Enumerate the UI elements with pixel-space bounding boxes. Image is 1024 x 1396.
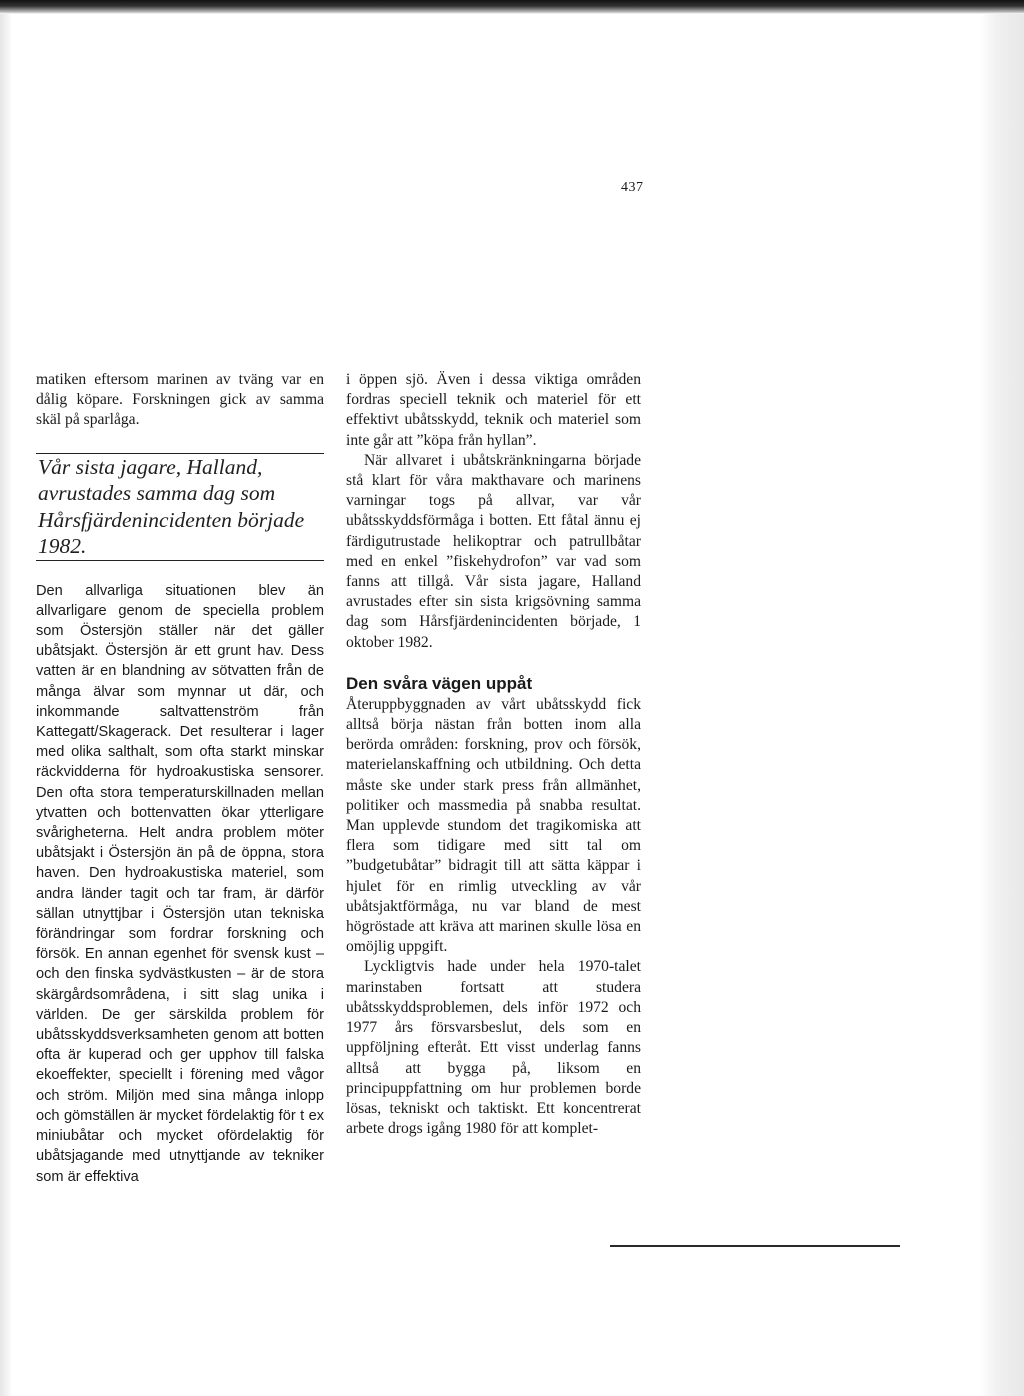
- body-paragraph: i öppen sjö. Även i dessa viktiga områden fordras speciell teknik och materiel för ett effektivt ubåtsskydd, teknik och materiel som inte går att ”köpa från hyllan”.: [346, 371, 641, 449]
- scan-bottom-rule: [610, 1245, 900, 1247]
- left-column: [36, 370, 324, 1187]
- body-paragraph: Återuppbyggnaden av vårt ubåtsskydd fick alltså börja nästan från botten inom alla berörda områden: forskning, prov och försök, materielanskaffning och utbildning. Och detta måste ske under stark press från allmänhet, politiker och massmedia på snabba resultat. Man upplevde stundom det tragikomiska att flera som tidigare med sitt tal om ”budgetubåtar” bidragit till att sätta käppar i hjulet för en rimlig utveckling av vår ubåtsjaktförmåga, nu var bland de mest högröstade att kräva att marinen skulle lösa en omöjlig uppgift.: [346, 695, 641, 956]
- scan-top-border: [0, 0, 1024, 14]
- page-number: 437: [621, 180, 644, 195]
- scan-left-edge: [0, 14, 12, 1396]
- body-paragraph: Lyckligtvis hade under hela 1970-talet marinstaben fortsatt att studera ubåtsskyddsproblemen, dels inför 1972 och 1977 års försvarsbeslut, dels som en uppföljning efteråt. Ett visst underlag fanns alltså att bygga på, liksom en principuppfattning om hur problemen borde lösas, tekniskt och taktiskt. Ett koncentrerat arbete drogs igång 1980 för att komplet-: [346, 958, 641, 1138]
- pullquote: Vår sista jagare, Halland, avrustades samma dag som Hårsfjärdenincidenten började 1982.: [38, 454, 305, 559]
- section-heading: Den svåra vägen uppåt: [346, 673, 533, 693]
- scan-right-edge: [980, 14, 1024, 1396]
- intro-paragraph: matiken eftersom marinen av tväng var en dålig köpare. Forskningen gick av samma skäl på sparlåga.: [36, 371, 324, 429]
- body-paragraph-lead: Den allvarliga situationen blev än allvarligare genom de speciella problem som Östersjön ställer när det gäller ubåtsjakt. Östersjön är ett grunt hav. Dess vatten är en blandning av sötvatten från de många älvar som mynnar ut där, och inkommande saltvattenström från Kattegatt/Skagerack. Det resulterar i lager med olika salthalt, som ofta starkt minskar räckvidderna för hydroakustiska sensorer. Den ofta stora temperaturskillnaden mellan ytvatten och bottenvatten ökar ytterligare svårigheterna. Helt andra problem möter ubåtsjakt i Östersjön än på de öppna, stora haven. Den hydroakustiska materiel, som andra länder tagit och tar fram, är därför sällan utnyttjbar i Östersjön utan tekniska förändringar som fordrar forskning och försök. En annan egenhet för svensk kust – och den finska sydvästkusten – är de stora skärgårdsområdena, i sitt slag unika i världen. De ger särskilda problem för ubåtsskyddsverksamheten genom att botten ofta är kuperad och ger upphov till falska ekoeffekter, speciellt i förening med vågor och ström. Miljön med sina många inlopp och gömställen är mycket fördelaktig för t ex miniubåtar och mycket ofördelaktig för ubåtsjagande med utnyttjande av tekniker som är effektiva: [36, 582, 324, 1185]
- right-column: [346, 370, 641, 1139]
- body-paragraph: När allvaret i ubåtskränkningarna började stå klart för våra makthavare och marinens varningar togs på allvar, var vår ubåtsskyddsförmåga i botten. Ett fåtal ännu ej färdigutrustade helikoptrar och patrullbåtar med en enkel ”fiskehydrofon” var vad som fanns att tillgå. Vår sista jagare, Halland avrustades efter sin sista krigsövning samma dag som Hårsfjärdenincidenten började, 1 oktober 1982.: [346, 451, 641, 651]
